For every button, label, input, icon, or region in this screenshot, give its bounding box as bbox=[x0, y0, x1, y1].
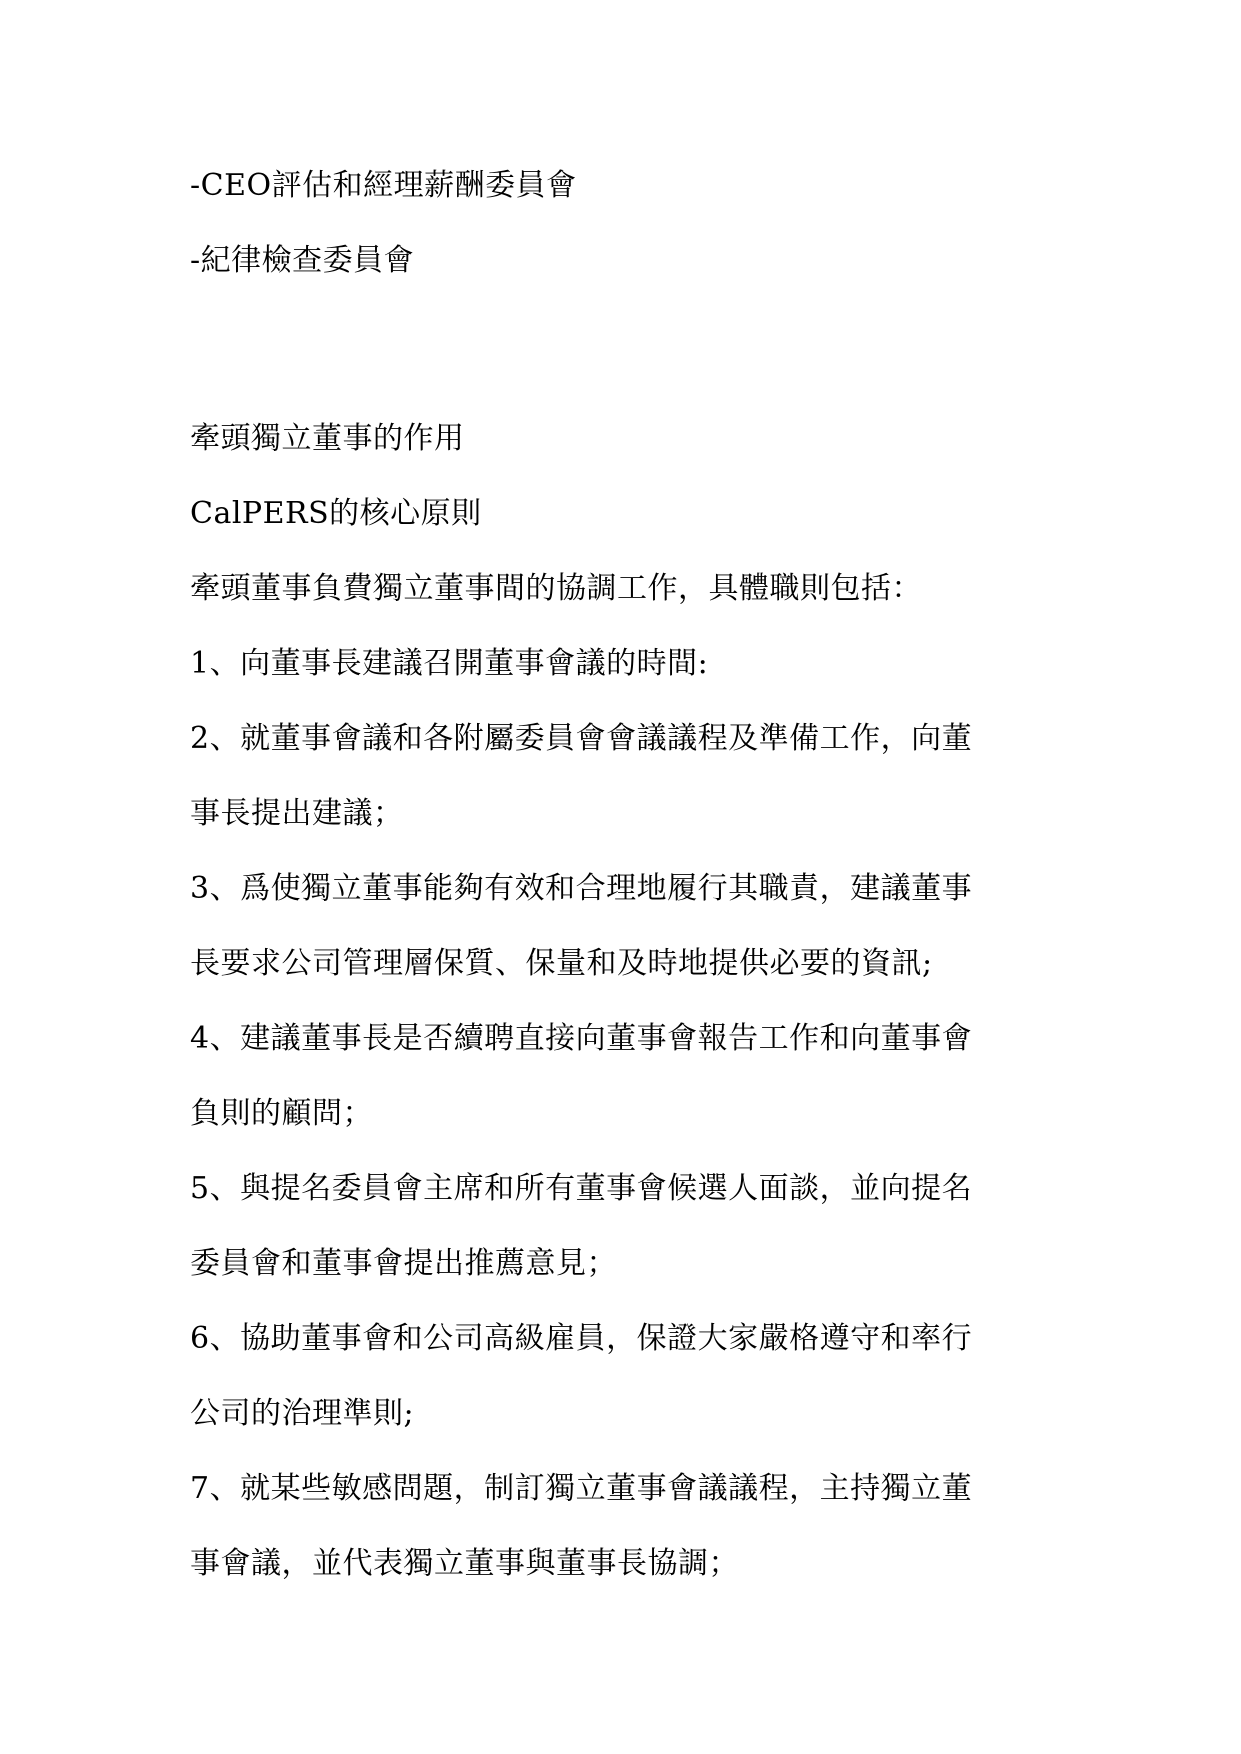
list-item-continuation: 委員會和董事會提出推薦意見； bbox=[190, 1246, 617, 1281]
list-item-continuation: 事會議，並代表獨立董事與董事長協調； bbox=[190, 1546, 739, 1581]
list-item-continuation: 長要求公司管理層保質、保量和及時地提供必要的資訊; bbox=[190, 946, 933, 981]
list-item-continuation: 事長提出建議； bbox=[190, 796, 404, 831]
list-item: 2、就董事會議和各附屬委員會會議議程及準備工作，向董 bbox=[190, 721, 973, 756]
list-item: 5、與提名委員會主席和所有董事會候選人面談，並向提名 bbox=[190, 1171, 973, 1206]
list-item-continuation: 公司的治理準則; bbox=[190, 1396, 415, 1431]
intro-paragraph: 牽頭董事負費獨立董事間的協調工作，具體職則包括： bbox=[190, 571, 922, 606]
committee-line: -紀律檢查委員會 bbox=[190, 243, 415, 278]
list-item: 6、協助董事會和公司高級雇員，保證大家嚴格遵守和率行 bbox=[190, 1321, 973, 1356]
list-item: 4、建議董事長是否續聘直接向董事會報告工作和向董事會 bbox=[190, 1021, 973, 1056]
committee-line: -CEO評估和經理薪酬委員會 bbox=[190, 168, 577, 203]
section-title: 牽頭獨立董事的作用 bbox=[190, 421, 465, 456]
section-subtitle: CalPERS的核心原則 bbox=[190, 496, 482, 531]
list-item-continuation: 負則的顧問； bbox=[190, 1096, 373, 1131]
list-item: 3、爲使獨立董事能夠有效和合理地履行其職責，建議董事 bbox=[190, 871, 973, 906]
list-item: 7、就某些敏感問題，制訂獨立董事會議議程，主持獨立董 bbox=[190, 1471, 973, 1506]
list-item: 1、向董事長建議召開董事會議的時間: bbox=[190, 646, 709, 681]
